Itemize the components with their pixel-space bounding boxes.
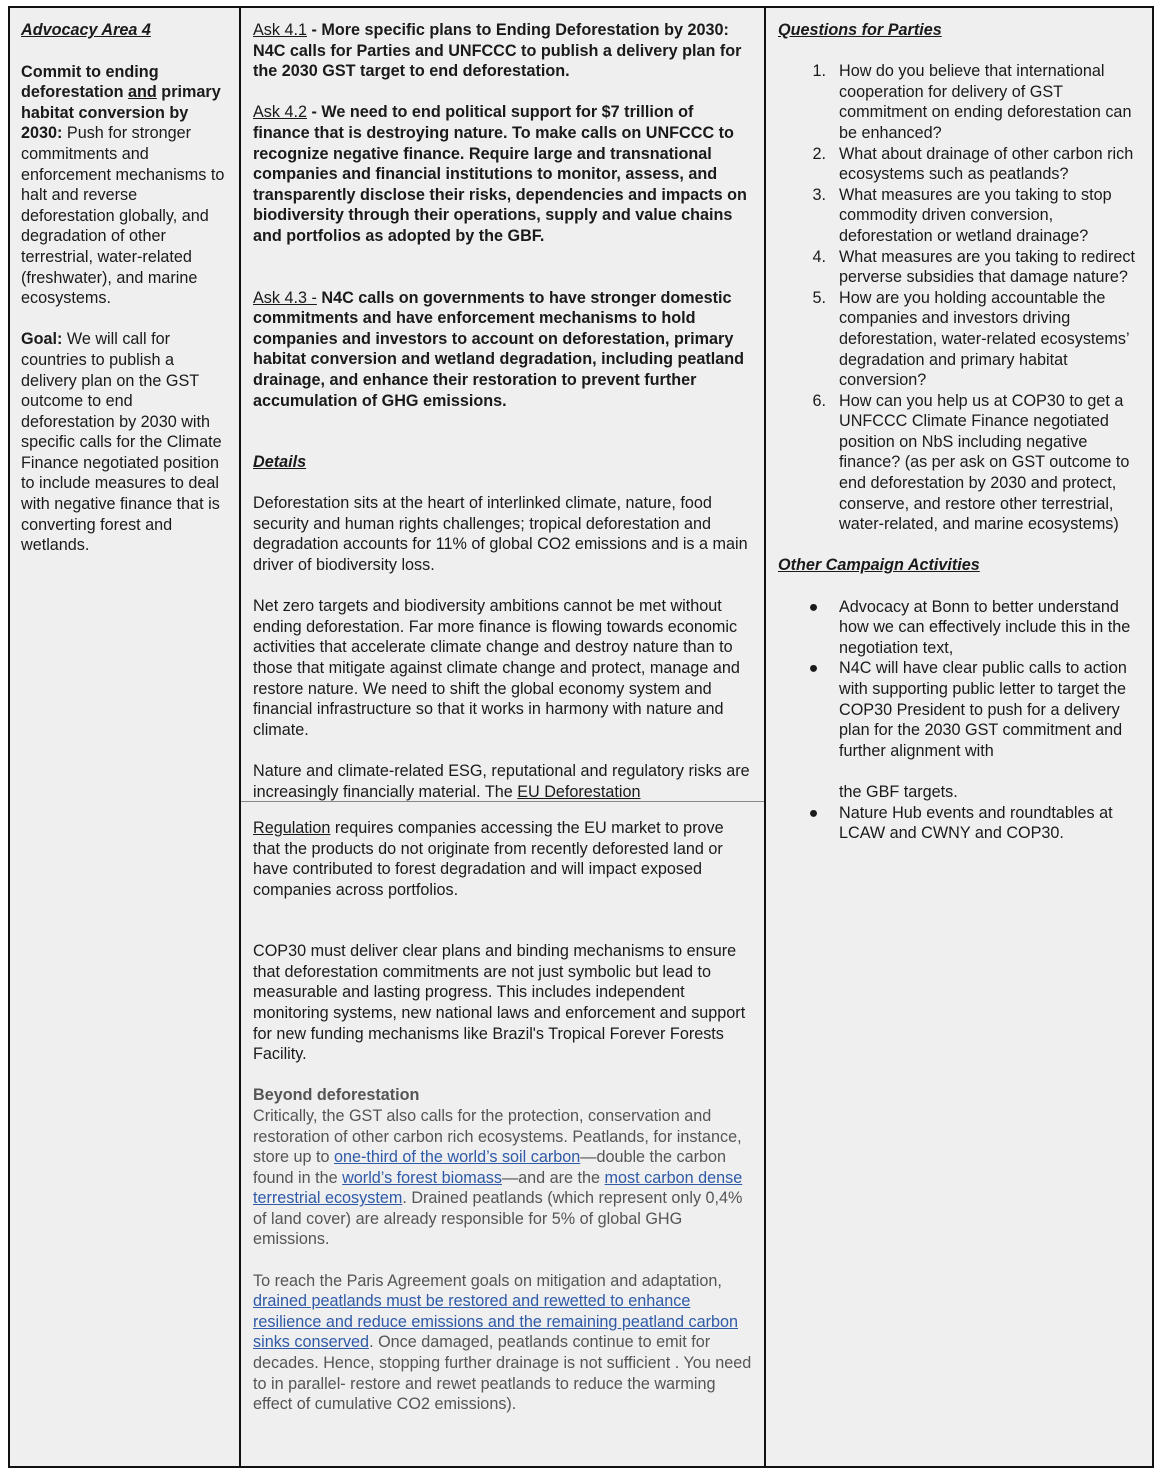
beyond-a: Critically, the GST also calls for the protection, conservation and restoration of other carbon rich ecosystems. Peatlands, for instance, store up to [253, 1106, 742, 1167]
question-item [778, 247, 1144, 288]
ask-4-2-label: Ask 4.2 [253, 103, 307, 122]
activity-item [778, 597, 1144, 659]
question-text: How do you believe that international cooperation for delivery of GST commitment on ending deforestation can be enhanced? [839, 62, 1132, 142]
bullet-icon: ● [808, 803, 819, 822]
details-paragraph-3 [253, 761, 754, 901]
question-item [778, 288, 1144, 391]
commit-bold-and: and [128, 83, 157, 102]
beyond-d: . Drained peatlands (which represent only 0,4% of land cover) are already responsible for 5% of global GHG emissions. [253, 1189, 743, 1249]
peatlands-restore-link[interactable]: drained peatlands must be restored and rewetted to enhance resilience and reduce emissions and the remaining peatland carbon sinks conserved [253, 1292, 739, 1352]
beyond-section [253, 1085, 754, 1415]
ask-4-2 [253, 102, 754, 246]
activities-heading: Other Campaign Activities [778, 556, 980, 575]
paris-a: To reach the Paris Agreement goals on mitigation and adaptation, [253, 1271, 722, 1290]
activity-text-b: the GBF targets. [839, 782, 958, 801]
details-paragraph-3-a: Nature and climate-related ESG, reputational and regulatory risks are increasingly financially material. The [253, 762, 750, 801]
page-break-line [241, 801, 764, 802]
activity-text: Nature Hub events and roundtables at LCAW and CWNY and COP30. [839, 803, 1113, 843]
eu-deforestation-link[interactable]: EU Deforestation [517, 782, 641, 801]
advocacy-area-column [10, 8, 241, 1466]
goal-label: Goal: [21, 330, 63, 349]
question-text: How are you holding accountable the companies and investors driving deforestation, water-related ecosystems’ degradation and primary habitat conversion? [839, 288, 1130, 390]
ask-4-1 [253, 20, 754, 82]
question-number: 6. [812, 391, 826, 410]
activities-list [778, 597, 1144, 844]
question-text: What measures are you taking to stop commodity driven conversion, deforestation or wetland drainage? [839, 185, 1112, 245]
question-number: 1. [812, 62, 826, 81]
questions-heading: Questions for Parties [778, 21, 942, 39]
question-number: 3. [812, 185, 826, 204]
question-item [778, 185, 1144, 247]
ask-4-3-label: Ask 4.3 - [253, 288, 317, 307]
question-number: 4. [812, 247, 826, 266]
goal-text: We will call for countries to publish a delivery plan on the GST outcome to end deforestation by 2030 with specific calls for the Climate Finance negotiated position to include measures to deal with negative finance that is converting forest and wetlands. [21, 330, 222, 555]
details-heading: Details [253, 453, 307, 472]
ask-4-3-text: N4C calls on governments to have stronger domestic commitments and have enforcement mechanisms to hold companies and investors to account on deforestation, primary habitat conversion and wetland degradation, including peatland drainage, and enhance their restoration to prevent further accumulation of GHG emissions. [253, 288, 745, 410]
activity-text-a: N4C will have clear public calls to action with supporting public letter to target the COP30 President to push for a delivery plan for the 2030 GST commitment and further alignment with [839, 659, 1127, 760]
carbon-dense-link[interactable]: most carbon dense terrestrial ecosystem [253, 1168, 743, 1208]
question-item [778, 144, 1144, 185]
commit-text: Push for stronger commitments and enforcement mechanisms to halt and reverse deforestation globally, and degradation of other terrestrial, water-related (freshwater), and marine ecosystems. [21, 124, 225, 308]
beyond-heading: Beyond deforestation [253, 1086, 420, 1105]
ask-4-1-text: - More specific plans to Ending Deforestation by 2030: N4C calls for Parties and UNFCCC to publish a delivery plan for the 2030 GST target to end deforestation. [253, 21, 742, 81]
soil-carbon-link[interactable]: one-third of the world’s soil carbon [334, 1148, 581, 1167]
question-text: What measures are you taking to redirect perverse subsidies that damage nature? [839, 247, 1136, 287]
bullet-icon: ● [808, 597, 819, 616]
activity-item [778, 803, 1144, 844]
forest-biomass-link[interactable]: world’s forest biomass [342, 1168, 502, 1187]
beyond-paragraph [253, 1106, 754, 1250]
beyond-c: —and are the [501, 1168, 605, 1187]
commit-bold-1: Commit to ending deforestation [21, 62, 159, 102]
details-paragraph-4: COP30 must deliver clear plans and binding mechanisms to ensure that deforestation commitments are not just symbolic but lead to measurable and lasting progress. This includes independent monitoring systems, new national laws and enforcement and support for new funding mechanisms like Brazil's Tropical Forever Forests Facility. [253, 942, 746, 1064]
ask-4-2-text: - We need to end political support for $7 trillion of finance that is destroying nature. To make calls on UNFCCC to recognize negative finance. Require large and transnational companies and financial institutions to monitor, assess, and transparently disclose their risks, dependencies and impacts on biodiversity through their operations, supply and value chains and portfolios as adopted by the GBF. [253, 103, 747, 245]
question-text: What about drainage of other carbon rich ecosystems such as peatlands? [839, 144, 1134, 184]
activity-item [778, 658, 1144, 802]
questions-list [778, 61, 1144, 535]
activity-text: Advocacy at Bonn to better understand how we can effectively include this in the negotiation text, [839, 597, 1131, 657]
commit-paragraph [21, 62, 229, 309]
ask-4-1-label: Ask 4.1 [253, 21, 307, 39]
details-paragraph-1: Deforestation sits at the heart of interlinked climate, nature, food security and human rights challenges; tropical deforestation and degradation accounts for 11% of global CO2 emissions and is a main driver of biodiversity loss. [253, 494, 748, 575]
ask-4-3 [253, 288, 754, 412]
advocacy-table [8, 6, 1154, 1468]
question-item [778, 391, 1144, 535]
question-number: 5. [812, 288, 826, 307]
question-text: How can you help us at COP30 to get a UNFCCC Climate Finance negotiated position on NbS including negative finance? (as per ask on GST outcome to end deforestation by 2030 and protect, conserve, and restore other terrestrial, water-related, and marine ecosystems) [839, 391, 1130, 534]
activity-text [839, 658, 1144, 802]
asks-details-column [241, 8, 766, 1466]
beyond-b: —double the carbon found in the [253, 1148, 727, 1187]
questions-column [766, 8, 1152, 1466]
bullet-icon: ● [808, 659, 819, 678]
commit-bold-2: primary habitat conversion by 2030: [21, 83, 221, 143]
advocacy-area-heading: Advocacy Area 4 [21, 21, 151, 39]
details-paragraph-2: Net zero targets and biodiversity ambitions cannot be met without ending deforestation. Far more finance is flowing towards economic activities that accelerate climate change and destroy nature than to those that mitigate against climate change and protect, manage and restore nature. We need to shift the global economy system and financial infrastructure so that it works in harmony with nature and climate. [253, 597, 740, 739]
paris-b: . Once damaged, peatlands continue to emit for decades. Hence, stopping further drainage is not sufficient . You need to in parallel- restore and rewet peatlands to reduce the warming effect of cumulative CO2 emissions). [253, 1333, 752, 1414]
details-paragraph-3-b: requires companies accessing the EU market to prove that the products do not originate from recently deforested land or have contributed to forest degradation and will impact exposed companies across portfolios. [253, 819, 724, 899]
goal-paragraph [21, 329, 229, 556]
question-number: 2. [812, 144, 826, 163]
eu-regulation-link[interactable]: Regulation [253, 819, 331, 838]
paris-paragraph [253, 1271, 754, 1415]
question-item [778, 61, 1144, 143]
